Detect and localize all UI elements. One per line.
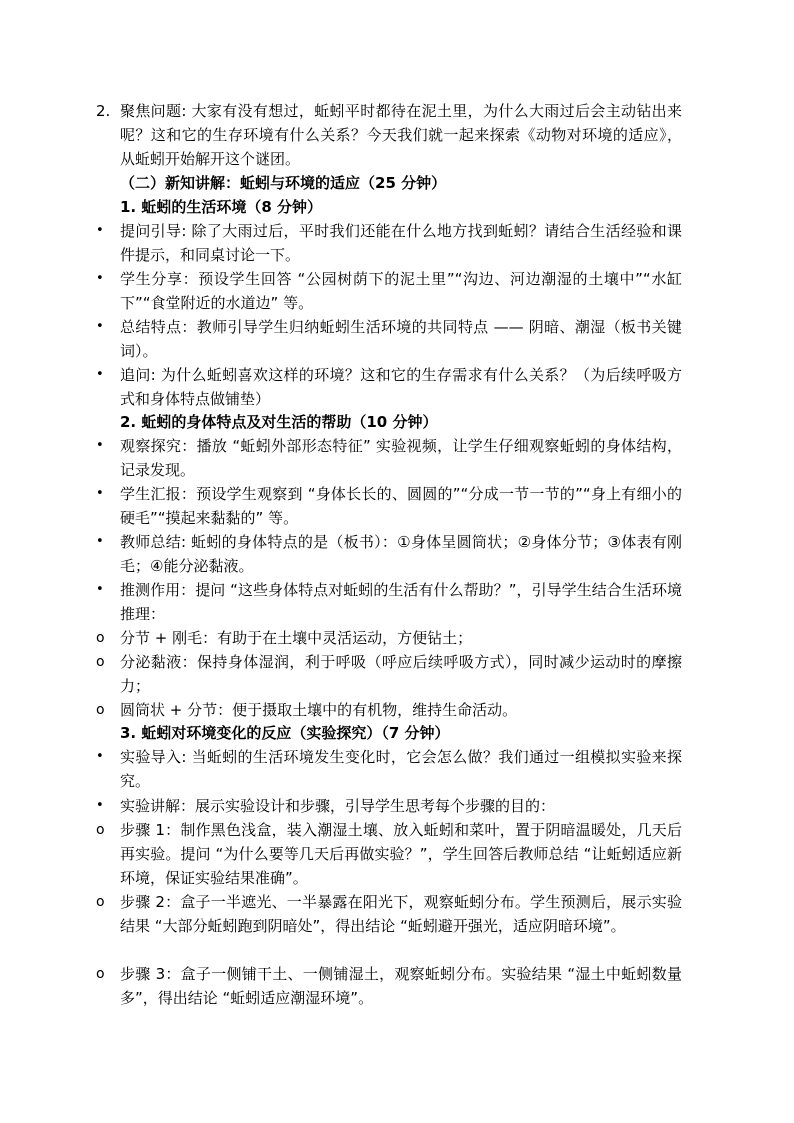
bullet-marker: • (96, 223, 104, 238)
list-item (96, 434, 682, 482)
sub-bullet-marker: o (96, 822, 105, 838)
list-item (96, 530, 682, 578)
list-item-text: 总结特点：教师引导学生归纳蚯蚓生活环境的共同特点 —— 阴暗、潮湿（板书关键词）。 (120, 318, 682, 360)
sub-bullet-marker: o (96, 966, 105, 982)
sub-bullet-marker: o (96, 630, 105, 646)
bullet-marker: • (96, 319, 104, 334)
list-item-text: 学生分享：预设学生回答 “公园树荫下的泥土里”“沟边、河边潮湿的土壤中”“水缸下”“食堂附近的水道边” 等。 (120, 270, 682, 312)
bullet-marker: • (96, 534, 104, 549)
bullet-marker: • (96, 486, 104, 501)
sub-bullet-marker: o (96, 894, 105, 910)
list-item-text: 观察探究：播放 “蚯蚓外部形态特征” 实验视频，让学生仔细观察蚯蚓的身体结构，记录发现。 (120, 437, 682, 479)
sub-list-item (96, 890, 682, 938)
intro-number: 2. (96, 102, 111, 120)
sub-list-item-text: 分泌黏液：保持身体湿润，利于呼吸（呼应后续呼吸方式），同时减少运动时的摩擦力； (120, 653, 682, 695)
list-item (96, 315, 682, 363)
bullet-marker: • (96, 438, 104, 453)
list-item (96, 267, 682, 315)
list-item-text: 推测作用：提问 “这些身体特点对蚯蚓的生活有什么帮助？”，引导学生结合生活环境推理： (120, 581, 682, 623)
part2-title: 2. 蚯蚓的身体特点及对生活的帮助（10 分钟） (120, 413, 438, 431)
section-title: （二）新知讲解：蚯蚓与环境的适应（25 分钟） (120, 174, 447, 192)
sub-list-item (96, 626, 682, 650)
intro-text: 聚焦问题: 大家有没有想过，蚯蚓平时都待在泥土里，为什么大雨过后会主动钻出来呢？这和它的生存环境有什么关系？今天我们就一起来探索《动物对环境的适应》，从蚯蚓开始解开这个谜团。 (120, 102, 682, 168)
sub-bullet-marker: o (96, 654, 105, 670)
part3-title: 3. 蚯蚓对环境变化的反应（实验探究）（7 分钟） (120, 724, 450, 742)
sub-list-item-text: 分节 + 刚毛：有助于在土壤中灵活运动，方便钻土； (120, 629, 473, 647)
sub-list-item-text: 圆筒状 + 分节：便于摄取土壤中的有机物，维持生命活动。 (120, 701, 518, 719)
bullet-marker: • (96, 367, 104, 382)
bullet-marker: • (96, 271, 104, 286)
sub-bullet-marker: o (96, 702, 105, 718)
sub-list-item (96, 962, 682, 1010)
sub-list-item (96, 650, 682, 698)
bullet-marker: • (96, 749, 104, 764)
sub-list-item (96, 698, 682, 722)
sub-list-item-text: 步骤 3：盒子一侧铺干土、一侧铺湿土，观察蚯蚓分布。实验结果 “湿土中蚯蚓数量多”，得出结论 “蚯蚓适应潮湿环境”。 (120, 965, 682, 1007)
list-item (96, 578, 682, 626)
sub-list-item-text: 步骤 1：制作黑色浅盒，装入潮湿土壤、放入蚯蚓和菜叶，置于阴暗温暖处，几天后再实验。提问 “为什么要等几天后再做实验？”，学生回答后教师总结 “让蚯蚓适应新环境，保证实验结果准确”。 (120, 821, 682, 887)
list-item (96, 482, 682, 530)
list-item-text: 实验讲解：展示实验设计和步骤，引导学生思考每个步骤的目的： (120, 797, 556, 815)
list-item-text: 追问: 为什么蚯蚓喜欢这样的环境？这和它的生存需求有什么关系？（为后续呼吸方式和身体特点做铺垫） (120, 366, 682, 408)
list-item-text: 提问引导: 除了大雨过后，平时我们还能在什么地方找到蚯蚓？请结合生活经验和课件提示，和同桌讨论一下。 (120, 222, 682, 264)
part1-title: 1. 蚯蚓的生活环境（8 分钟） (120, 198, 323, 216)
sub-list-item-text: 步骤 2：盒子一半遮光、一半暴露在阳光下，观察蚯蚓分布。学生预测后，展示实验结果 “大部分蚯蚓跑到阴暗处”，得出结论 “蚯蚓避开强光，适应阴暗环境”。 (120, 893, 682, 935)
list-item (96, 363, 682, 411)
intro-paragraph (96, 99, 682, 171)
list-item (96, 794, 682, 818)
list-item (96, 219, 682, 267)
bullet-marker: • (96, 798, 104, 813)
sub-list-item (96, 818, 682, 890)
list-item-text: 实验导入: 当蚯蚓的生活环境发生变化时，它会怎么做？我们通过一组模拟实验来探究。 (120, 748, 682, 790)
bullet-marker: • (96, 582, 104, 597)
list-item-text: 教师总结: 蚯蚓的身体特点的是（板书）：①身体呈圆筒状；②身体分节；③体表有刚毛；④能分泌黏液。 (120, 533, 682, 575)
list-item-text: 学生汇报：预设学生观察到 “身体长长的、圆圆的”“分成一节一节的”“身上有细小的硬毛”“摸起来黏黏的” 等。 (120, 485, 682, 527)
list-item (96, 745, 682, 793)
